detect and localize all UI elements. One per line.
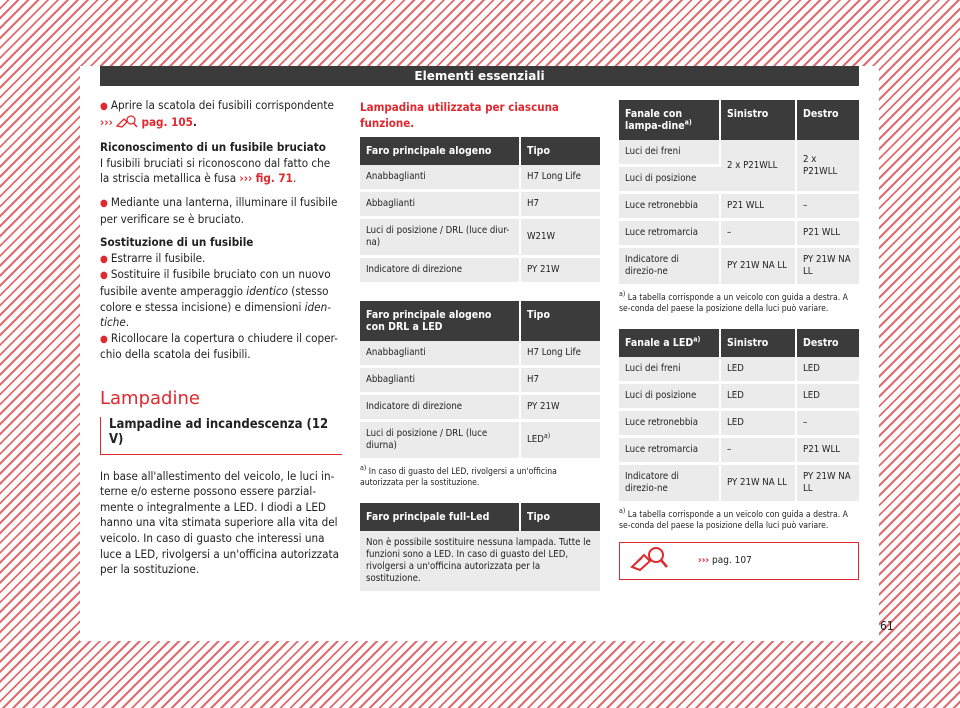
table-row: Anabbaglianti H7 Long Life [360,165,600,191]
page-number: 61 [880,619,894,633]
table-row: Luce retronebbia P21 WLL – [619,193,859,220]
section-title-lamps: Lampadine [100,387,200,409]
table-full-led-headlight [360,503,600,594]
table-row: Indicatore di direzione PY 21W [360,394,600,421]
link-page-107[interactable]: pag. 107 [711,555,752,567]
table-header-cell: Sinistro [720,100,796,140]
step-replace-fuse: ● Sostituire il fusibile bruciato con un nuovo fusibile avente amperaggio identico (stesso colore e stessa incisione) e dimensioni iden-tiche. [100,267,331,330]
step-close-cover: ● Ricollocare la copertura o chiudere il coper-chio della scatola dei fusibili. [100,330,338,362]
table-row: Indicatore di direzione PY 21W [360,257,600,284]
page-header: Elementi essenziali [100,66,859,86]
table-halogen-drl-led [360,301,600,461]
bullet-icon: ● [100,101,108,112]
table-row: Luce retromarcia – P21 WLL [619,220,859,247]
led-paragraph: In base all'allestimento del veicolo, le luci in-terne e/o esterne possono essere parzial-mente o integralmente a LED. I diodi a LED hanno una vita stimata superiore alla vita del veicolo. In caso di guasto che interessi una luce a LED, rivolgersi a un'officina autorizzata per la sostituzione. [100,468,340,577]
column-middle [360,100,600,594]
table-row: Indicatore di direzio-ne PY 21W NA LL PY 21W NA LL [619,247,859,286]
table-header-cell: Sinistro [720,329,796,357]
step-check-fuse: ● Mediante una lanterna, illuminare il fusibile per verificare se è bruciato. [100,194,338,226]
ref-arrow: ››› [698,555,710,567]
table-header-cell: Destro [796,100,859,140]
step-open-fusebox: ● Aprire la scatola dei fusibili corrispondente ››› pag. 105. [100,98,342,132]
ref-arrow: ››› [239,171,253,186]
table-row: Luci di posizione / DRL (luce diurna) LED$^{a)}$ [360,421,600,460]
table-header-cell: Faro principale alogeno [360,137,520,165]
column-left [100,98,342,578]
subsection-title-incandescent: Lampadine ad incandescenza (12 V) [100,417,342,455]
footnote: $^{a)}$ La tabella corrisponde a un veicolo con guida a destra. A se-conda del paese la posizione della luci può variare. [619,290,848,314]
table-halogen-headlight [360,137,600,285]
table-header-cell: Tipo [520,503,600,531]
link-page-105[interactable]: pag. 105 [141,114,193,129]
table-row: Luce retronebbia LED – [619,410,859,437]
table-header-cell: Fanale a LED$^{a)}$ [619,329,720,357]
table-row: Indicatore di direzio-ne PY 21W NA LL PY 21W NA LL [619,464,859,503]
table-header-cell: Faro principale full-Led [360,503,520,531]
bullet-icon: ● [100,270,108,282]
table-rear-led-light [619,329,859,504]
table-row: Luce retromarcia – P21 WLL [619,437,859,464]
table-rear-light-bulbs [619,100,859,287]
table-row: Luci di posizione / DRL (luce diur-na) W21W [360,218,600,257]
footnote: $^{a)}$ La tabella corrisponde a un veicolo con guida a destra. A se-conda del paese la posizione della luci può variare. [619,507,848,531]
table-row: Luci di posizione LED LED [619,383,859,410]
table-row: Abbaglianti H7 [360,191,600,218]
step-remove-fuse: ● Estrarre il fusibile. [100,250,206,265]
table-header-cell: Tipo [520,301,600,341]
bullet-icon: ● [100,197,108,209]
ref-arrow: ››› [100,114,113,129]
footnote: $^{a)}$ In caso di guasto del LED, rivolgersi a un'officina autorizzata per la sostituzione. [360,464,557,489]
table-row: Anabbaglianti H7 Long Life [360,341,600,367]
repair-book-icon [116,115,138,133]
link-fig-71[interactable]: fig. 71 [255,171,293,186]
table-row: Luci di posizione [619,166,859,193]
bullet-icon: ● [100,253,108,265]
table-row: Abbaglianti H7 [360,367,600,394]
repair-book-icon [630,545,698,577]
reference-box [619,542,859,580]
table-row: Luci dei freni 2 x P21WLL 2 x P21WLL [619,140,859,166]
table-row: Luci dei freni LED LED [619,357,859,383]
table-header-cell: Destro [796,329,859,357]
table-header-cell: Tipo [520,137,600,165]
bullet-icon: ● [100,333,108,345]
table-caption: Lampadina utilizzata per ciascuna funzione. [360,100,559,130]
table-row: Non è possibile sostituire nessuna lampada. Tutte le funzioni sono a LED. In caso di guasto del LED, rivolgersi a un'officina autorizzata per la sostituzione. [360,531,600,593]
table-header-cell: Faro principale alogeno con DRL a LED [360,301,520,341]
table-header-cell: Fanale con lampa-dine$^{a)}$ [619,100,720,140]
identify-text: I fusibili bruciati si riconoscono dal fatto che la striscia metallica è fusa ››› fig. 71. [100,155,331,186]
heading-identify-fuse: Riconoscimento di un fusibile bruciato [100,140,326,155]
column-right [619,100,859,580]
heading-replace-fuse: Sostituzione di un fusibile [100,235,254,250]
